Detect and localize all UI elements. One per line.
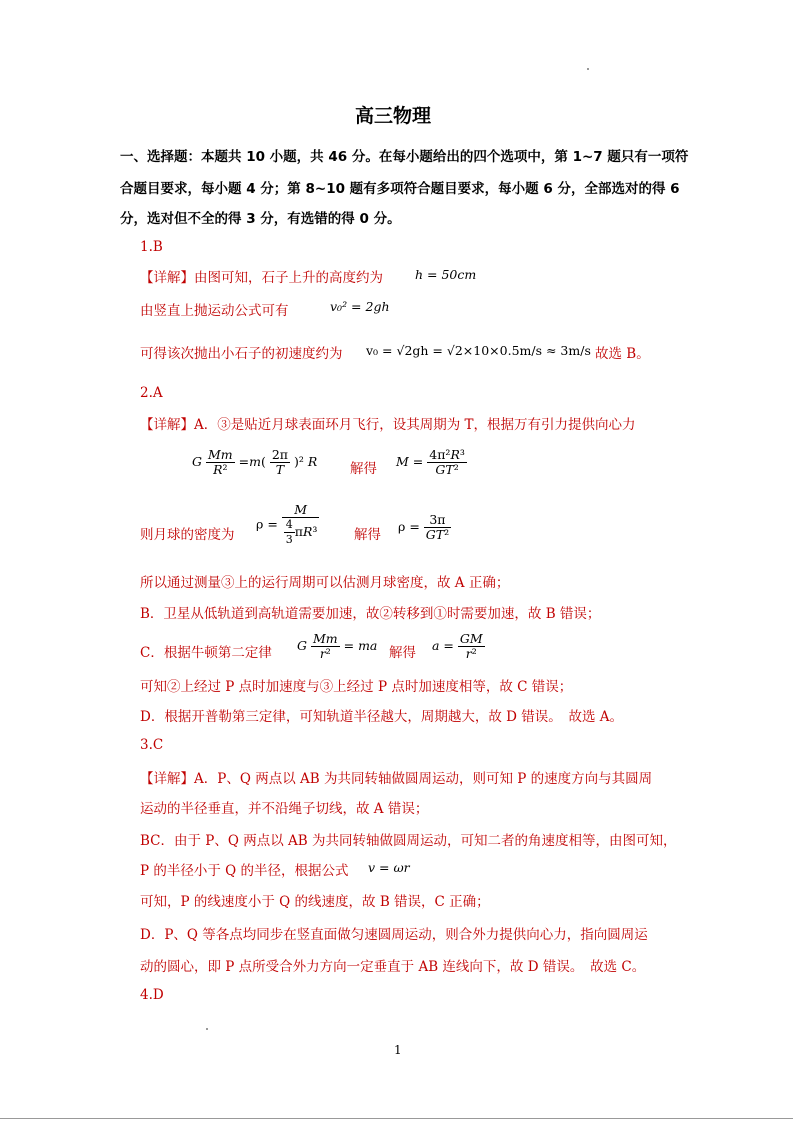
footer-dot — [206, 1028, 208, 1030]
q3-line-2: 运动的半径垂直，并不沿绳子切线，故 A 错误； — [140, 801, 429, 817]
q2-line-6: 可知②上经过 P 点时加速度与③上经过 P 点时加速度相等，故 C 错误； — [140, 679, 573, 695]
q1-conclusion: 故选 B。 — [595, 346, 650, 362]
q2-line-3: 所以通过测量③上的运行周期可以估测月球密度，故 A 正确； — [140, 575, 510, 591]
q2-solve-label-3: 解得 — [389, 645, 416, 661]
q3-line-7: 动的圆心，即 P 点所受合外力方向一定垂直于 AB 连线向下，故 D 错误。 故选 C。 — [140, 959, 646, 975]
q1-line-1: 【详解】由图可知，石子上升的高度约为 — [140, 270, 383, 286]
q2-solve-label-1: 解得 — [350, 461, 377, 477]
q2-line-4: B．卫星从低轨道到高轨道需要加速，故②转移到①时需要加速，故 B 错误； — [140, 606, 601, 622]
q3-line-1: 【详解】A．P、Q 两点以 AB 为共同转轴做圆周运动，则可知 P 的速度方向与其圆周 — [140, 771, 653, 787]
q1-line-2: 由竖直上抛运动公式可有 — [140, 303, 289, 319]
section-heading-line-2: 合题目要求，每小题 4 分；第 8~10 题有多项符合题目要求，每小题 6 分，全部选对的得 6 — [120, 181, 680, 197]
q2-solve-label-2: 解得 — [354, 527, 381, 543]
page-title: 高三物理 — [355, 105, 432, 127]
q3-line-4: P 的半径小于 Q 的半径，根据公式 — [140, 863, 349, 879]
q4-answer: 4.D — [140, 987, 164, 1003]
page-bottom-rule — [0, 1118, 793, 1119]
q2-line-1: 【详解】A．③是贴近月球表面环月飞行，设其周期为 T，根据万有引力提供向心力 — [140, 417, 636, 433]
page-number: 1 — [394, 1043, 402, 1057]
q2-eq-density: ρ = M $\frac{4}{3}$ πR³ — [256, 502, 318, 546]
q1-eq-initial-velocity: v₀ = √2gh = √2×10×0.5m/s ≈ 3m/s — [366, 343, 591, 358]
q3-eq-linear-velocity: v = ωr — [368, 860, 410, 875]
q3-answer: 3.C — [140, 737, 164, 753]
q3-line-3: BC．由于 P、Q 两点以 AB 为共同转轴做圆周运动，可知二者的角速度相等，由图可知， — [140, 833, 677, 849]
section-heading-line-3: 分，选对但不全的得 3 分，有选错的得 0 分。 — [120, 211, 401, 227]
q2-line-2: 则月球的密度为 — [140, 527, 235, 543]
q3-line-5: 可知，P 的线速度小于 Q 的线速度，故 B 错误，C 正确； — [140, 894, 490, 910]
q2-answer: 2.A — [140, 385, 163, 401]
q3-line-6: D．P、Q 等各点均同步在竖直面做匀速圆周运动，则合外力提供向心力，指向圆周运 — [140, 927, 648, 943]
q1-eq-height: h = 50cm — [415, 267, 477, 282]
q2-line-7: D．根据开普勒第三定律，可知轨道半径越大，周期越大，故 D 错误。 故选 A。 — [140, 709, 624, 725]
q2-eq-newton-second: G $\frac{Mm}{\text{r²}}$ = ma — [297, 631, 378, 661]
q2-eq-acceleration: a = $\frac{GM}{\text{r²}}$ — [432, 631, 483, 661]
corner-dot — [587, 68, 589, 70]
section-heading-line-1: 一、选择题：本题共 10 小题，共 46 分。在每小题给出的四个选项中，第 1~7 题只有一项符 — [120, 149, 689, 165]
q1-answer: 1.B — [140, 239, 163, 255]
q2-eq-gravity-centripetal: G $\frac{Mm}{\text{R²}}$ =m( $\frac{2\pi}{T}$ )² R — [192, 447, 318, 477]
q1-line-3: 可得该次抛出小石子的初速度约为 — [140, 346, 343, 362]
q2-eq-mass: M = $\frac{\text{4π²R³}}{\text{GT²}}$ — [396, 447, 465, 477]
q2-line-5: C．根据牛顿第二定律 — [140, 645, 272, 661]
q2-eq-density-result: ρ = $\frac{3\pi}{\text{GT²}}$ — [398, 512, 450, 542]
q1-eq-vertical-throw: v₀² = 2gh — [330, 299, 390, 314]
